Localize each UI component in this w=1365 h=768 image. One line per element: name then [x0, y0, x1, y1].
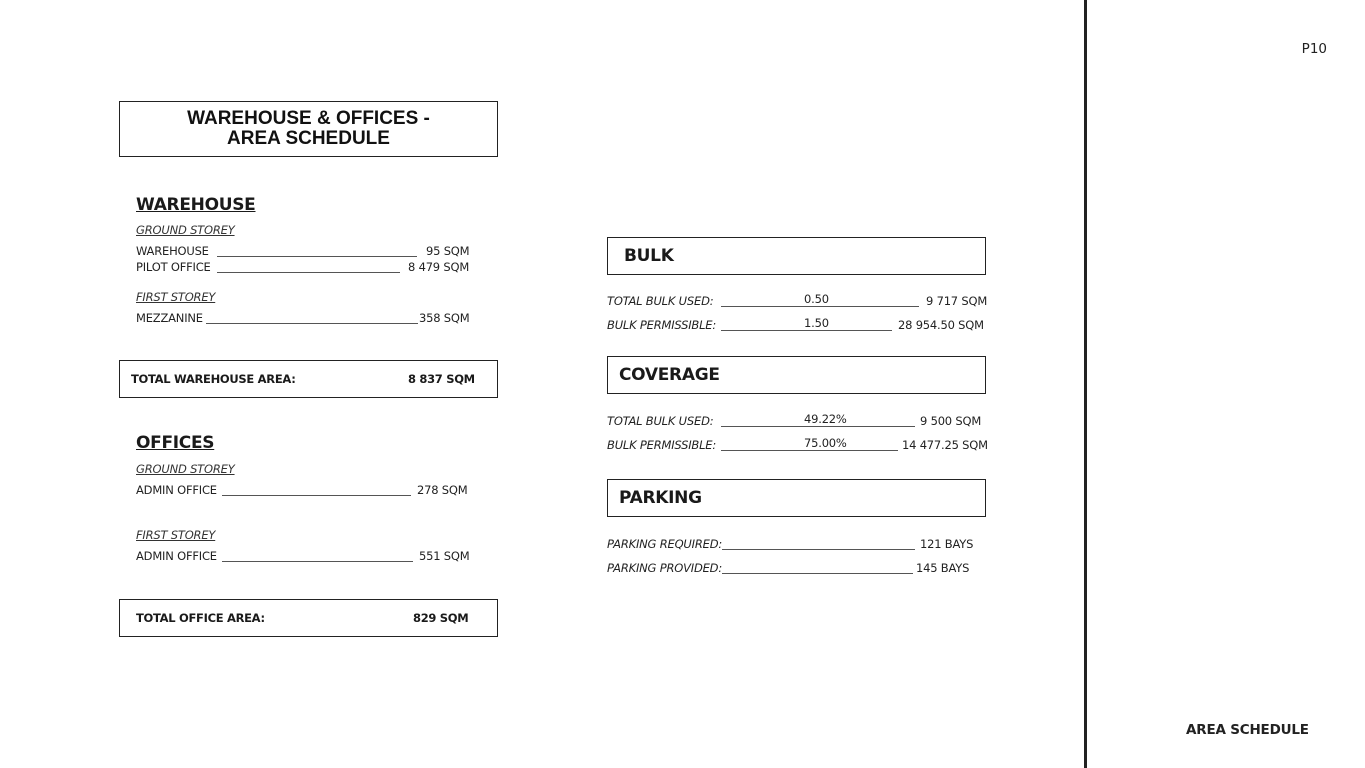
leader-line: [722, 549, 915, 550]
bulk-heading-box: [607, 237, 986, 275]
row-ratio: 49.22%: [804, 412, 847, 426]
offices-first-storey-label: FIRST STOREY: [136, 528, 216, 542]
leader-line: [217, 272, 400, 273]
row-value: 121 BAYS: [920, 537, 974, 551]
row-value: 551 SQM: [419, 549, 470, 563]
warehouse-heading: WAREHOUSE: [136, 195, 256, 215]
total-warehouse-area-label: TOTAL WAREHOUSE AREA:: [131, 372, 296, 386]
row-label: PARKING REQUIRED:: [607, 537, 723, 551]
parking-heading: PARKING: [619, 488, 702, 508]
coverage-row-permissible: [607, 438, 987, 454]
row-ratio: 0.50: [804, 292, 829, 306]
leader-line: [222, 495, 411, 496]
leader-line: [206, 323, 418, 324]
row-value: 9 500 SQM: [920, 414, 982, 428]
total-office-area-box: [119, 599, 498, 637]
page-number: P10: [1301, 41, 1327, 57]
leader-line: [222, 561, 413, 562]
row-label: TOTAL BULK USED:: [607, 294, 714, 308]
row-value: 145 BAYS: [916, 561, 970, 575]
row-label: PILOT OFFICE: [136, 260, 211, 274]
row-value: 278 SQM: [417, 483, 468, 497]
bulk-heading: BULK: [624, 246, 674, 266]
leader-line: [721, 306, 919, 307]
warehouse-first-storey-label: FIRST STOREY: [136, 290, 216, 304]
row-value: 28 954.50 SQM: [898, 318, 984, 332]
total-office-area-label: TOTAL OFFICE AREA:: [136, 611, 265, 625]
parking-row-provided: [607, 561, 987, 577]
row-ratio: 75.00%: [804, 436, 847, 450]
row-value: 14 477.25 SQM: [902, 438, 988, 452]
parking-row-required: [607, 537, 987, 553]
leader-line: [217, 256, 417, 257]
leader-line: [721, 330, 892, 331]
warehouse-row-pilot-office: [136, 260, 472, 276]
total-warehouse-area-value: 8 837 SQM: [408, 372, 475, 386]
warehouse-ground-storey-label: GROUND STOREY: [136, 223, 235, 237]
coverage-row-total-used: [607, 414, 987, 430]
row-label: MEZZANINE: [136, 311, 203, 325]
leader-line: [721, 426, 915, 427]
bulk-row-total-used: [607, 294, 987, 310]
offices-heading: OFFICES: [136, 433, 215, 453]
leader-line: [722, 573, 913, 574]
parking-heading-box: [607, 479, 986, 517]
offices-row-first-admin: [136, 549, 472, 565]
document-title-line-1: WAREHOUSE & OFFICES -: [187, 108, 430, 129]
warehouse-row-warehouse: [136, 244, 472, 260]
row-value: 358 SQM: [419, 311, 470, 325]
total-warehouse-area-box: [119, 360, 498, 398]
page-divider: [1084, 0, 1087, 768]
warehouse-row-mezzanine: [136, 311, 472, 327]
row-value: 9 717 SQM: [926, 294, 988, 308]
row-ratio: 1.50: [804, 316, 829, 330]
coverage-heading: COVERAGE: [619, 365, 720, 385]
document-title: [119, 101, 498, 157]
total-office-area-value: 829 SQM: [413, 611, 469, 625]
row-label: PARKING PROVIDED:: [607, 561, 723, 575]
row-label: ADMIN OFFICE: [136, 549, 217, 563]
offices-row-ground-admin: [136, 483, 472, 499]
row-label: TOTAL BULK USED:: [607, 414, 714, 428]
document-title-line-2: AREA SCHEDULE: [227, 128, 390, 149]
coverage-heading-box: [607, 356, 986, 394]
row-value: 8 479 SQM: [408, 260, 470, 274]
row-label: WAREHOUSE: [136, 244, 209, 258]
row-label: BULK PERMISSIBLE:: [607, 318, 717, 332]
row-label: BULK PERMISSIBLE:: [607, 438, 717, 452]
leader-line: [721, 450, 898, 451]
bulk-row-permissible: [607, 318, 987, 334]
offices-ground-storey-label: GROUND STOREY: [136, 462, 235, 476]
footer-title: AREA SCHEDULE: [1186, 722, 1309, 738]
row-label: ADMIN OFFICE: [136, 483, 217, 497]
row-value: 95 SQM: [426, 244, 470, 258]
